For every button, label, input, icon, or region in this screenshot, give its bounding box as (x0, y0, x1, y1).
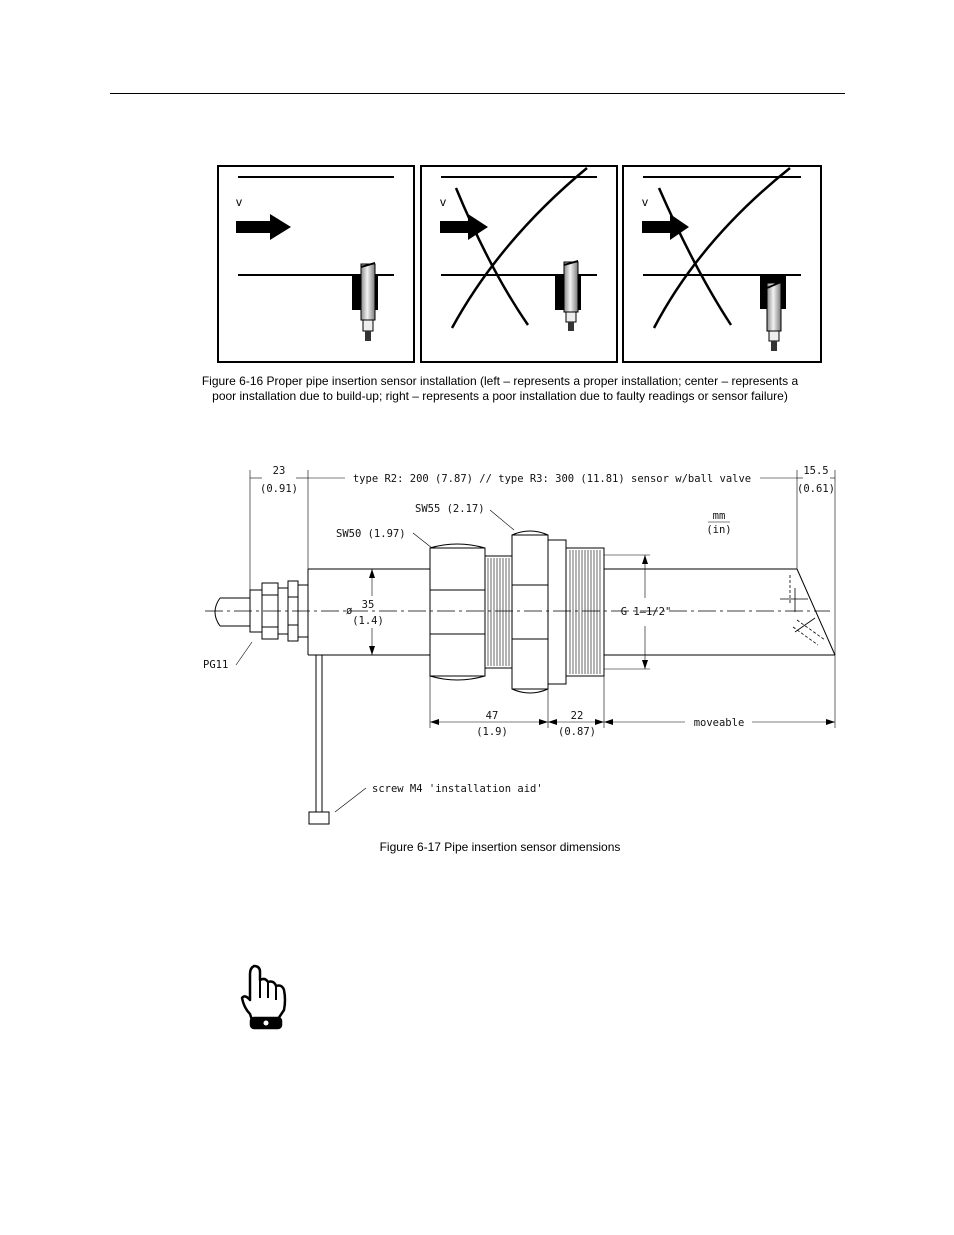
dim-22: 22 (570, 710, 584, 722)
flow-arrow-icon (440, 214, 488, 240)
figure-6-17-caption: Figure 6-17 Pipe insertion sensor dimensions (379, 840, 621, 854)
velocity-label: v (236, 195, 242, 209)
dim-15-5-inch: (0.61) (797, 483, 835, 495)
figure-6-16-caption-line2: poor installation due to build-up; right – represents a poor installation due to faulty readings or sensor failure) (212, 389, 788, 403)
length-note: type R2: 200 (7.87) // type R3: 300 (11.81) sensor w/ball valve (352, 473, 752, 485)
moveable-label: moveable (693, 717, 745, 729)
figure-6-16-caption-line1: Figure 6-16 Proper pipe insertion sensor installation (left – represents a proper installation; center – represents a (201, 374, 799, 388)
pointing-hand-icon (242, 966, 285, 1028)
panel-build-up (421, 166, 617, 362)
dim-47-inch: (1.9) (476, 726, 508, 738)
dim-23: 23 (272, 465, 286, 477)
dim-23-inch: (0.91) (260, 483, 298, 495)
units-mm: mm (712, 510, 726, 522)
dim-22-inch: (0.87) (558, 726, 596, 738)
cross-icon (659, 188, 731, 325)
sw55-label: SW55 (2.17) (415, 503, 485, 515)
diameter-symbol: ø (346, 605, 353, 617)
units-inch: (in) (706, 524, 732, 536)
sw50-label: SW50 (1.97) (336, 528, 406, 540)
pg11-label: PG11 (203, 659, 229, 671)
dim-15-5: 15.5 (803, 465, 829, 477)
screw-label: screw M4 'installation aid' (372, 783, 543, 795)
dim-35: 35 (361, 599, 375, 611)
dim-47: 47 (485, 710, 499, 722)
dim-35-inch: (1.4) (352, 615, 384, 627)
velocity-label: v (440, 195, 446, 209)
thread-label: G 1–1/2" (620, 606, 672, 618)
panel-faulty-readings (623, 166, 821, 362)
figure-6-16 (218, 166, 821, 362)
figure-6-17 (205, 470, 835, 824)
velocity-label: v (642, 195, 648, 209)
flow-arrow-icon (236, 214, 291, 240)
panel-proper-installation (218, 166, 414, 362)
